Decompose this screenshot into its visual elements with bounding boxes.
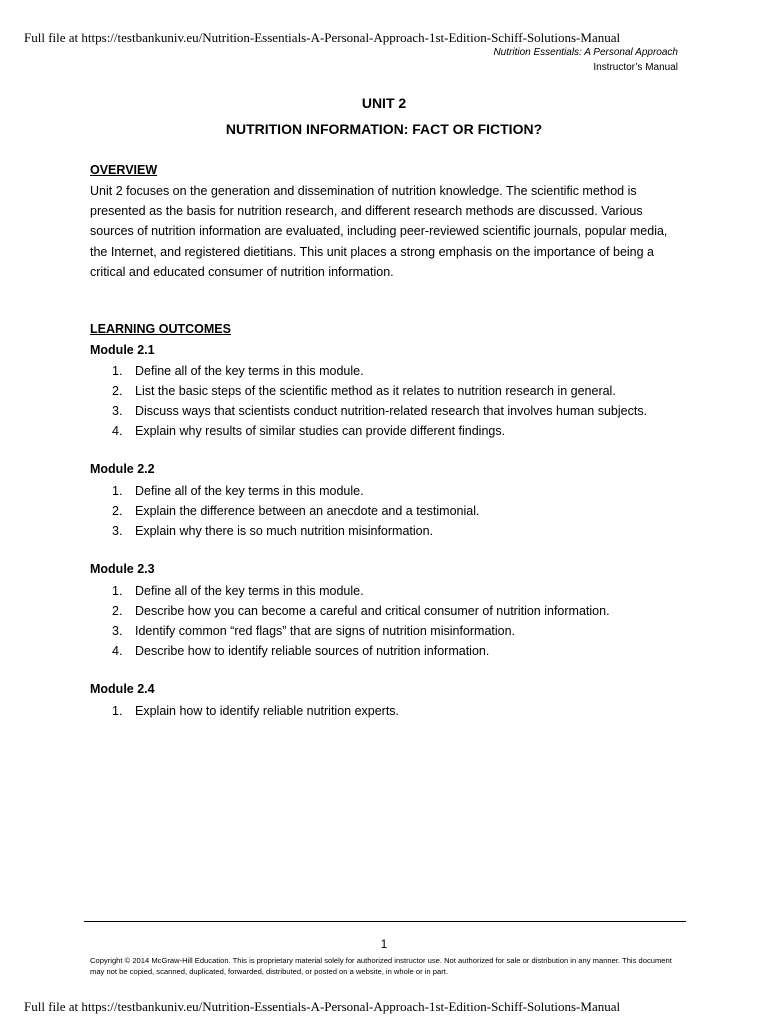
page-number: 1 [380, 937, 388, 951]
outcome-list [90, 361, 690, 441]
list-item [90, 701, 690, 721]
item-number: 1. [112, 364, 123, 378]
item-number: 1. [112, 484, 123, 498]
list-item [90, 381, 690, 401]
unit-subtitle: NUTRITION INFORMATION: FACT OR FICTION? [225, 121, 543, 137]
item-number: 3. [112, 404, 123, 418]
item-number: 1. [112, 584, 123, 598]
item-number: 3. [112, 624, 123, 638]
item-text: Explain why there is so much nutrition misinformation. [135, 524, 434, 538]
footer-divider [84, 921, 686, 922]
list-item [90, 481, 690, 501]
unit-title: UNIT 2 [361, 95, 407, 111]
overview-paragraph: Unit 2 focuses on the generation and dissemination of nutrition knowledge. The scientific method is presented as the basis for nutrition research, and different research methods are discussed. Various sources of nutrition information are evaluated, including peer-reviewed scientific journals, popular media, the Internet, and registered dietitians. This unit places a strong emphasis on the importance of being a critical and educated consumer of nutrition information. [90, 184, 668, 279]
manual-title: Instructor’s Manual [593, 62, 678, 73]
outcome-list [90, 581, 690, 661]
item-number: 3. [112, 524, 123, 538]
item-text: Identify common “red flags” that are signs of nutrition misinformation. [135, 624, 516, 638]
outcome-list [90, 701, 690, 721]
list-item [90, 501, 690, 521]
module-heading: Module 2.4 [90, 682, 155, 696]
item-text: Describe how you can become a careful and critical consumer of nutrition information. [135, 604, 610, 618]
list-item [90, 621, 690, 641]
item-text: Define all of the key terms in this module. [135, 364, 364, 378]
list-item [90, 521, 690, 541]
item-text: Explain the difference between an anecdote and a testimonial. [135, 504, 480, 518]
source-link-top[interactable]: Full file at https://testbankuniv.eu/Nutrition-Essentials-A-Personal-Approach-1st-Edition-Schiff-Solutions-Manual [24, 30, 621, 45]
source-link-bottom[interactable]: Full file at https://testbankuniv.eu/Nutrition-Essentials-A-Personal-Approach-1st-Edition-Schiff-Solutions-Manual [24, 999, 621, 1014]
list-item [90, 361, 690, 381]
item-number: 2. [112, 604, 123, 618]
item-text: Define all of the key terms in this module. [135, 584, 364, 598]
list-item [90, 421, 690, 441]
module-heading: Module 2.2 [90, 462, 155, 476]
list-item [90, 401, 690, 421]
item-number: 2. [112, 504, 123, 518]
item-text: Define all of the key terms in this module. [135, 484, 364, 498]
item-number: 1. [112, 704, 123, 718]
learning-outcomes-heading: LEARNING OUTCOMES [90, 322, 231, 336]
overview-heading: OVERVIEW [90, 163, 158, 177]
module-heading: Module 2.3 [90, 562, 155, 576]
list-item [90, 641, 690, 661]
book-title: Nutrition Essentials: A Personal Approach [493, 47, 678, 58]
item-text: Describe how to identify reliable sources of nutrition information. [135, 644, 490, 658]
item-text: Explain how to identify reliable nutrition experts. [135, 704, 400, 718]
item-number: 4. [112, 644, 123, 658]
outcome-list [90, 481, 690, 541]
list-item [90, 601, 690, 621]
item-number: 2. [112, 384, 123, 398]
item-text: Discuss ways that scientists conduct nutrition-related research that involves human subjects. [135, 404, 648, 418]
item-number: 4. [112, 424, 123, 438]
copyright-notice: Copyright © 2014 McGraw-Hill Education. This is proprietary material solely for authorized instructor use. Not authorized for sale or distribution in any manner. This document may not be copied, scanned, duplicated, forwarded, distributed, or posted on a website, in whole or in part. [90, 956, 672, 976]
item-text: List the basic steps of the scientific method as it relates to nutrition research in general. [135, 384, 616, 398]
list-item [90, 581, 690, 601]
module-heading: Module 2.1 [90, 343, 155, 357]
item-text: Explain why results of similar studies can provide different findings. [135, 424, 506, 438]
